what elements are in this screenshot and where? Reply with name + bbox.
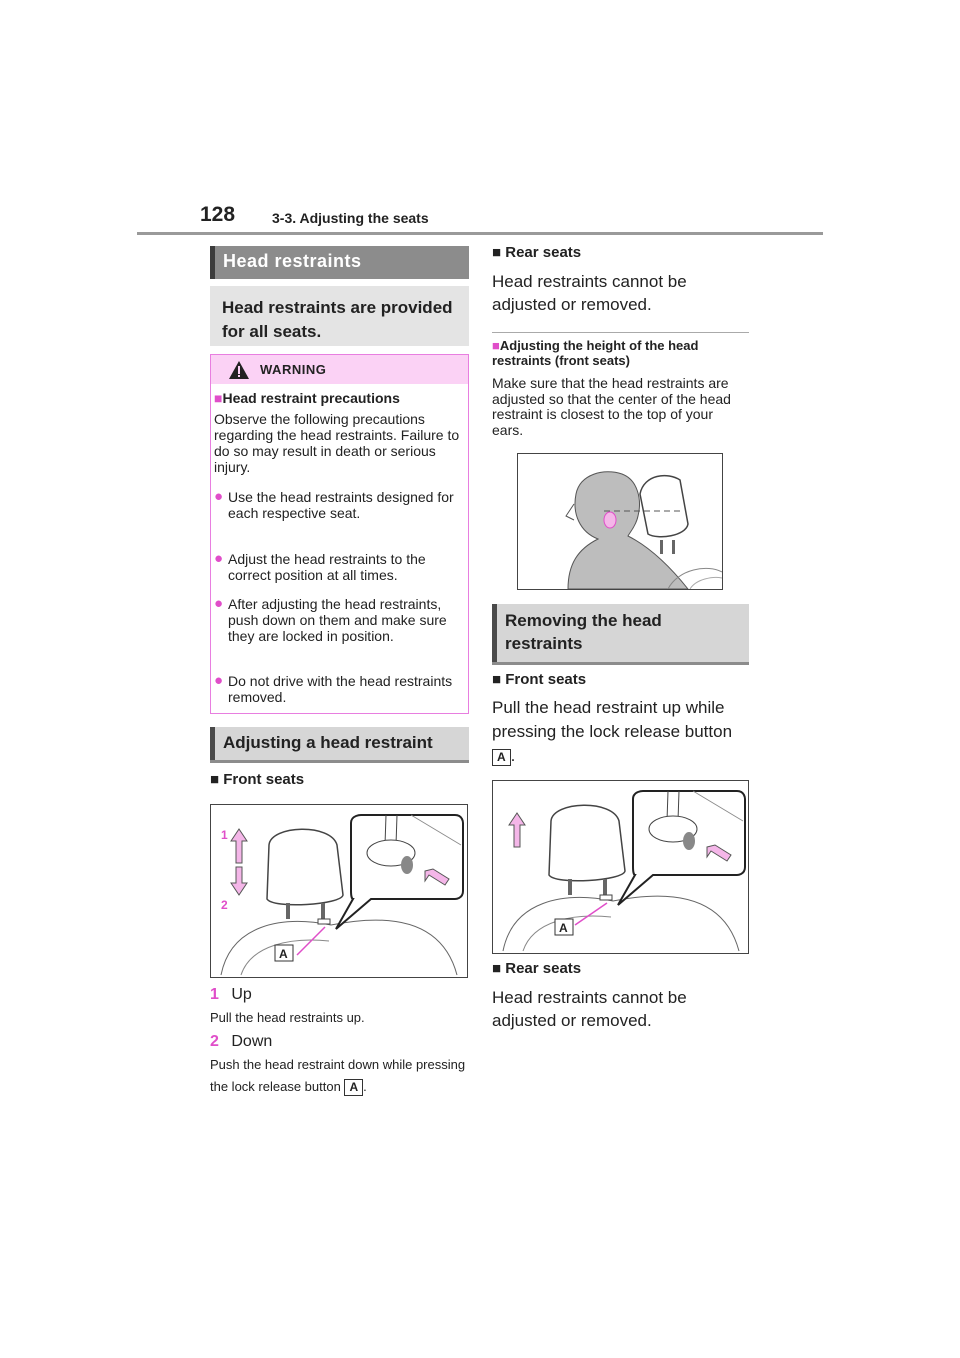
step-1 xyxy=(210,984,252,1006)
square-bullet-icon: ■ xyxy=(492,960,502,977)
lock-release-button-ref: A xyxy=(344,1079,363,1096)
bullet-dot-icon: ● xyxy=(214,595,224,612)
warning-bullet-text: Do not drive with the head restraints removed. xyxy=(228,673,453,705)
adjusting-heading-text: Adjusting a head restraint xyxy=(223,733,433,752)
removing-heading xyxy=(492,604,749,662)
lock-release-button-ref: A xyxy=(492,749,511,766)
removing-figure xyxy=(492,780,749,954)
step-2-end: . xyxy=(363,1079,367,1094)
intro-text: Head restraints are provided for all seats. xyxy=(222,298,453,341)
rear-seats-label-2-text: Rear seats xyxy=(505,960,582,977)
warning-body: Observe the following precautions regarding the head restraints. Failure to do so may result in death or serious injury. xyxy=(214,411,460,475)
step-2-desc xyxy=(210,1054,472,1098)
rear-seats-label-2 xyxy=(492,960,581,977)
bullet-dot-icon: ● xyxy=(214,488,224,505)
removing-heading-text: Removing the head restraints xyxy=(505,611,662,653)
warning-bullet-text: Adjust the head restraints to the correct position at all times. xyxy=(228,551,426,583)
adjusting-heading xyxy=(210,727,469,760)
rear-seats-label xyxy=(492,244,581,261)
warning-subtitle-text: Head restraint precautions xyxy=(222,390,400,406)
button-label-a: A xyxy=(279,947,288,961)
warning-bullet-text: After adjusting the head restraints, push down on them and make sure they are locked in position. xyxy=(228,596,447,644)
head-position-figure xyxy=(517,453,723,590)
height-text: Make sure that the head restraints are adjusted so that the center of the head restraint is closest to the top of your ears. xyxy=(492,375,731,438)
divider xyxy=(492,332,749,333)
height-heading-text: Adjusting the height of the head restraints (front seats) xyxy=(492,338,699,368)
front-seats-label-right xyxy=(492,671,586,688)
front-seats-label xyxy=(210,771,304,788)
page-number: 128 xyxy=(200,203,236,226)
step-1-label: Up xyxy=(231,986,252,1003)
label-down: 2 xyxy=(221,898,228,912)
rear-seats-text: Head restraints cannot be adjusted or removed. xyxy=(492,272,687,314)
step-2-desc-text: Push the head restraint down while pressing the lock release button xyxy=(210,1057,466,1094)
warning-title: WARNING xyxy=(260,362,327,377)
height-heading xyxy=(492,338,750,368)
warning-icon xyxy=(228,360,250,380)
step-2-number: 2 xyxy=(210,1033,219,1050)
step-1-number: 1 xyxy=(210,986,219,1003)
button-label-a: A xyxy=(559,921,568,935)
rear-seats-text-2: Head restraints cannot be adjusted or removed. xyxy=(492,988,687,1030)
front-seats-text-right xyxy=(492,696,748,768)
square-bullet-icon: ■ xyxy=(492,671,502,688)
bullet-dot-icon: ● xyxy=(214,672,224,689)
warning-subtitle xyxy=(214,390,400,406)
front-seats-end: . xyxy=(510,746,516,765)
front-seats-text-right-body: Pull the head restraint up while pressing the lock release button xyxy=(492,698,733,741)
front-seats-label-right-text: Front seats xyxy=(505,671,587,688)
front-seat-adjust-figure xyxy=(210,804,468,978)
step-1-desc: Pull the head restraints up. xyxy=(210,1010,365,1025)
removing-illustration xyxy=(493,781,748,953)
warning-bullet-text: Use the head restraints designed for each respective seat. xyxy=(228,489,454,521)
square-bullet-icon: ■ xyxy=(214,390,223,406)
rear-seats-label-text: Rear seats xyxy=(505,244,582,261)
header-rule xyxy=(137,232,823,235)
head-position-illustration xyxy=(518,454,722,589)
warning-box xyxy=(210,354,469,714)
step-2-label: Down xyxy=(231,1033,273,1050)
intro-box xyxy=(210,286,469,346)
front-seats-label-text: Front seats xyxy=(223,771,305,788)
square-bullet-icon: ■ xyxy=(210,771,220,788)
step-2 xyxy=(210,1031,272,1053)
section-title: 3-3. Adjusting the seats xyxy=(272,210,429,226)
square-bullet-icon: ■ xyxy=(492,244,502,261)
head-restraints-heading-text: Head restraints xyxy=(223,251,362,271)
label-up: 1 xyxy=(221,828,228,842)
square-bullet-icon: ■ xyxy=(492,338,500,353)
bullet-dot-icon: ● xyxy=(214,550,224,567)
head-restraint-illustration xyxy=(211,805,467,977)
head-restraints-heading xyxy=(210,246,469,279)
